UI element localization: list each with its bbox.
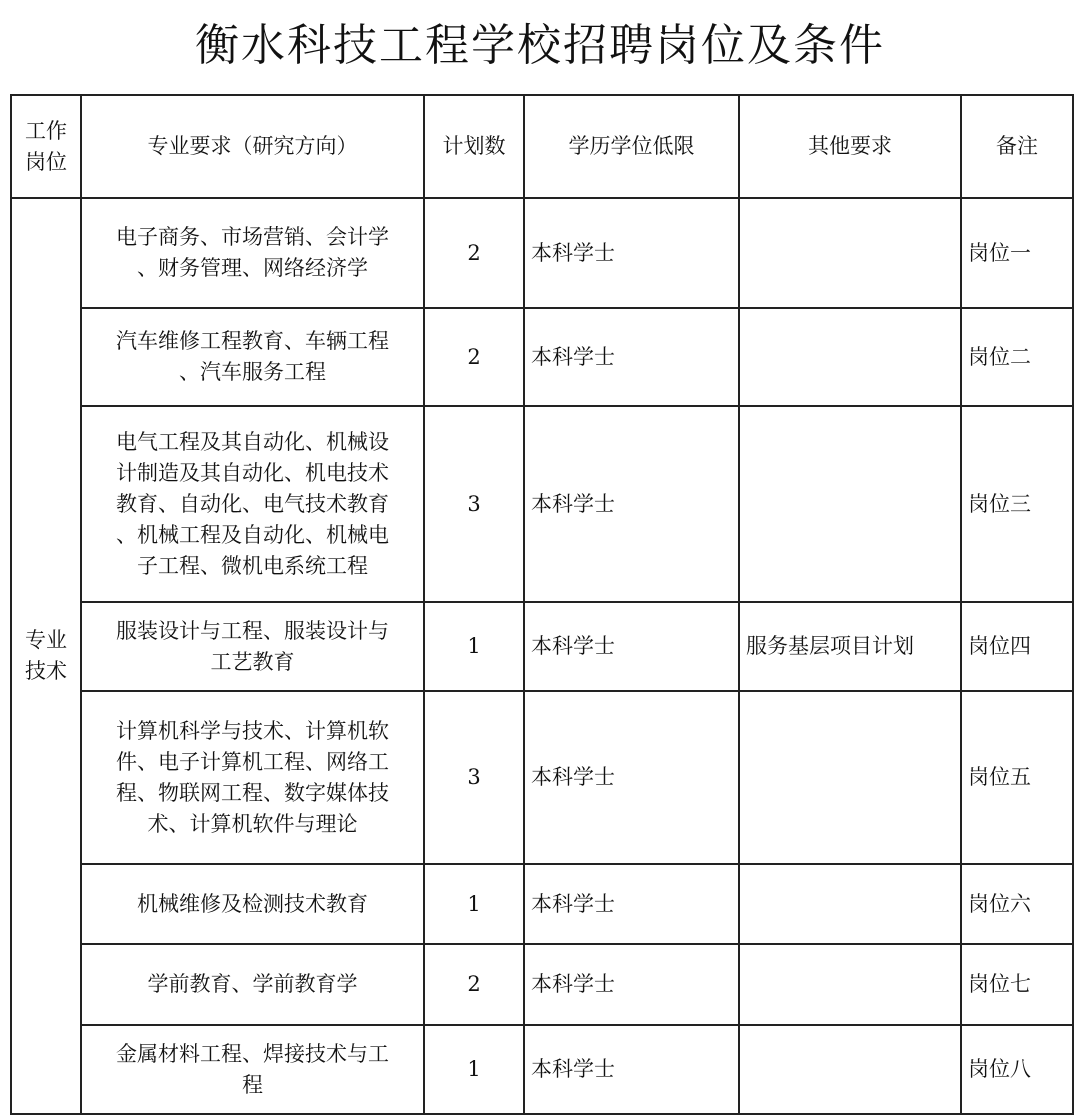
major-line: 术、计算机软件与理论 bbox=[147, 811, 358, 836]
note-cell: 岗位三 bbox=[961, 406, 1073, 602]
note-cell: 岗位七 bbox=[961, 944, 1073, 1025]
count-cell: 3 bbox=[424, 406, 524, 602]
table-row bbox=[11, 864, 1073, 944]
other-requirement-cell bbox=[739, 691, 961, 864]
major-cell bbox=[81, 864, 424, 944]
note-cell: 岗位一 bbox=[961, 198, 1073, 308]
recruitment-table bbox=[10, 94, 1074, 1115]
header-other: 其他要求 bbox=[739, 95, 961, 198]
major-line: 电气工程及其自动化、机械设 bbox=[116, 429, 389, 454]
note-cell: 岗位五 bbox=[961, 691, 1073, 864]
other-requirement-cell bbox=[739, 864, 961, 944]
other-requirement-cell bbox=[739, 198, 961, 308]
degree-cell: 本科学士 bbox=[524, 198, 739, 308]
table-row bbox=[11, 406, 1073, 602]
position-group-line: 专业 bbox=[25, 628, 67, 652]
major-line: 汽车维修工程教育、车辆工程 bbox=[116, 329, 389, 353]
major-line: 机械维修及检测技术教育 bbox=[137, 891, 368, 916]
major-line: 教育、自动化、电气技术教育 bbox=[116, 491, 389, 516]
major-line: 电子商务、市场营销、会计学 bbox=[116, 225, 389, 249]
major-line: 件、电子计算机工程、网络工 bbox=[116, 749, 389, 774]
major-line: 、财务管理、网络经济学 bbox=[137, 256, 368, 280]
degree-cell: 本科学士 bbox=[524, 691, 739, 864]
major-cell bbox=[81, 602, 424, 691]
table-row bbox=[11, 602, 1073, 691]
position-group-line: 技术 bbox=[25, 659, 67, 683]
major-line: 、汽车服务工程 bbox=[179, 360, 326, 384]
count-cell: 1 bbox=[424, 602, 524, 691]
header-position-line: 岗位 bbox=[25, 149, 67, 174]
page-title: 衡水科技工程学校招聘岗位及条件 bbox=[195, 20, 885, 71]
table-row bbox=[11, 198, 1073, 308]
count-cell: 2 bbox=[424, 198, 524, 308]
major-line: 工艺教育 bbox=[210, 649, 295, 674]
note-cell: 岗位六 bbox=[961, 864, 1073, 944]
note-cell: 岗位八 bbox=[961, 1025, 1073, 1114]
note-cell: 岗位四 bbox=[961, 602, 1073, 691]
major-cell bbox=[81, 308, 424, 406]
major-line: 程、物联网工程、数字媒体技 bbox=[116, 780, 389, 805]
header-note: 备注 bbox=[961, 95, 1073, 198]
other-requirement-cell bbox=[739, 1025, 961, 1114]
count-cell: 1 bbox=[424, 864, 524, 944]
header-major: 专业要求（研究方向） bbox=[81, 95, 424, 198]
degree-cell: 本科学士 bbox=[524, 1025, 739, 1114]
position-group-cell bbox=[11, 198, 81, 1114]
major-line: 金属材料工程、焊接技术与工 bbox=[116, 1041, 389, 1066]
other-requirement-cell bbox=[739, 406, 961, 602]
major-cell bbox=[81, 944, 424, 1025]
count-cell: 1 bbox=[424, 1025, 524, 1114]
other-requirement-cell: 服务基层项目计划 bbox=[739, 602, 961, 691]
other-requirement-cell bbox=[739, 308, 961, 406]
major-line: 、机械工程及自动化、机械电 bbox=[116, 522, 389, 547]
degree-cell: 本科学士 bbox=[524, 864, 739, 944]
major-cell bbox=[81, 691, 424, 864]
major-line: 计制造及其自动化、机电技术 bbox=[116, 460, 389, 485]
major-cell bbox=[81, 1025, 424, 1114]
count-cell: 2 bbox=[424, 944, 524, 1025]
other-requirement-cell bbox=[739, 944, 961, 1025]
major-line: 学前教育、学前教育学 bbox=[147, 972, 358, 996]
header-position-line: 工作 bbox=[25, 118, 67, 143]
header-position bbox=[11, 95, 81, 198]
table-row bbox=[11, 1025, 1073, 1114]
degree-cell: 本科学士 bbox=[524, 308, 739, 406]
count-cell: 2 bbox=[424, 308, 524, 406]
major-line: 服装设计与工程、服装设计与 bbox=[116, 618, 389, 643]
major-line: 子工程、微机电系统工程 bbox=[137, 553, 368, 578]
major-line: 计算机科学与技术、计算机软 bbox=[116, 718, 389, 743]
major-cell bbox=[81, 406, 424, 602]
table-row bbox=[11, 944, 1073, 1025]
major-line: 程 bbox=[242, 1072, 263, 1097]
table-row bbox=[11, 691, 1073, 864]
header-count: 计划数 bbox=[424, 95, 524, 198]
count-cell: 3 bbox=[424, 691, 524, 864]
table-row bbox=[11, 308, 1073, 406]
degree-cell: 本科学士 bbox=[524, 944, 739, 1025]
note-cell: 岗位二 bbox=[961, 308, 1073, 406]
major-cell bbox=[81, 198, 424, 308]
degree-cell: 本科学士 bbox=[524, 406, 739, 602]
header-row bbox=[11, 95, 1073, 198]
header-degree: 学历学位低限 bbox=[524, 95, 739, 198]
degree-cell: 本科学士 bbox=[524, 602, 739, 691]
